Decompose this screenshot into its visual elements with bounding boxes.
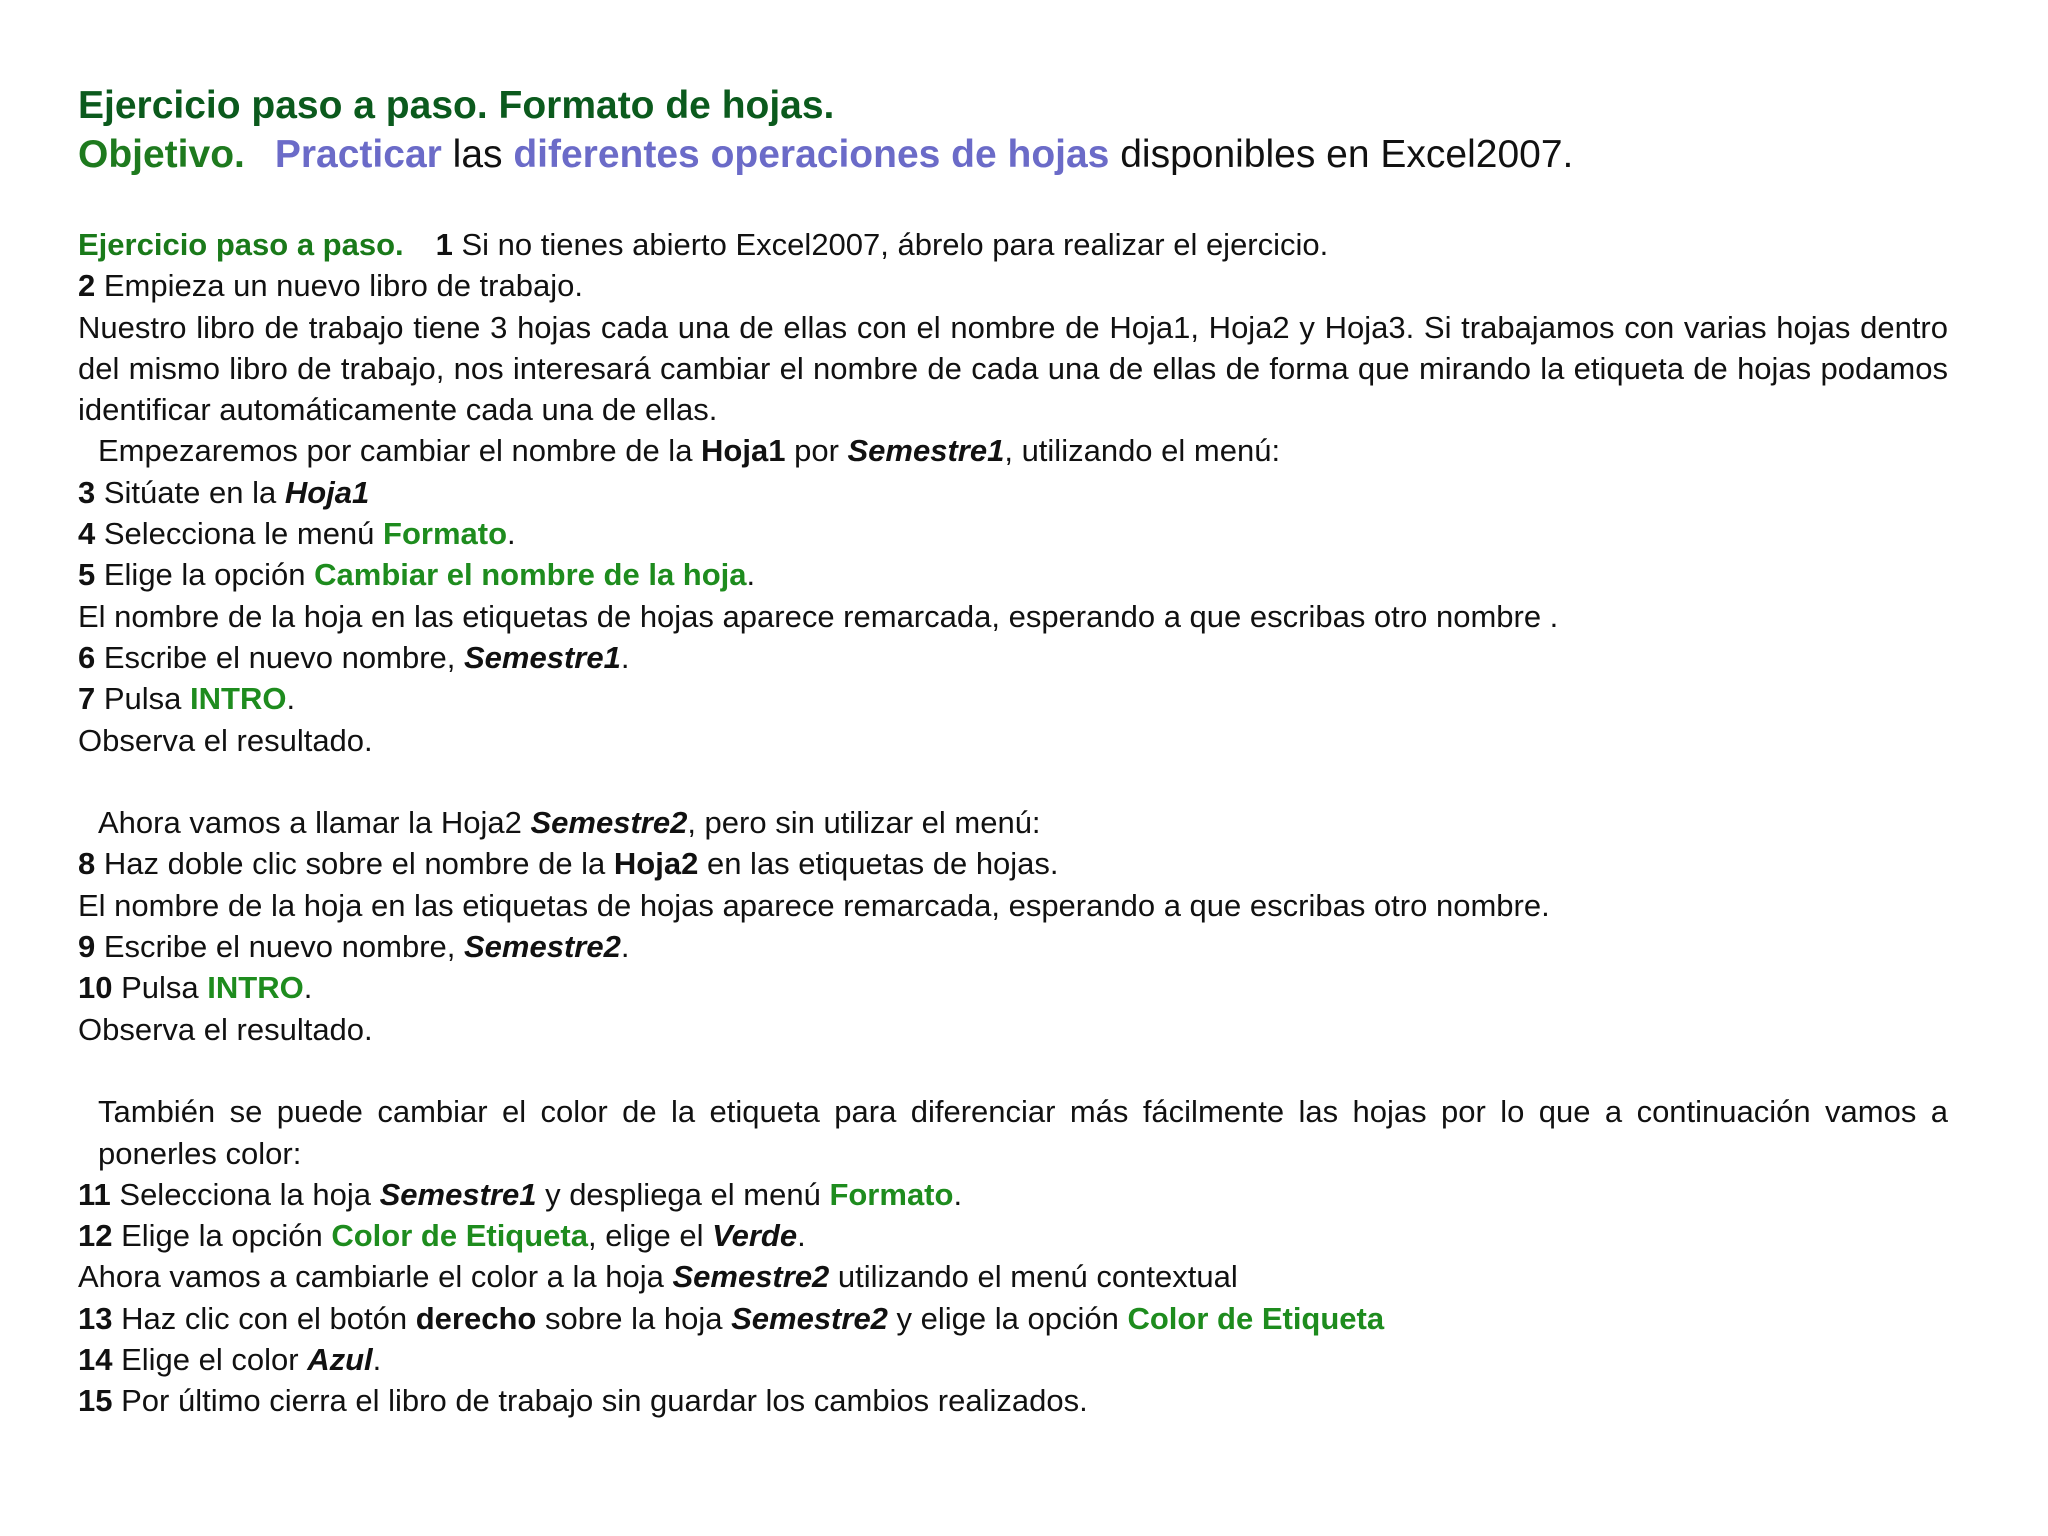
- step-text: Sitúate en la: [95, 474, 285, 510]
- step-text: Escribe el nuevo nombre,: [95, 929, 464, 965]
- option-name: Color de Etiqueta: [331, 1218, 588, 1254]
- step-text: Haz clic con el botón: [112, 1300, 416, 1336]
- objective-las: las: [441, 133, 514, 176]
- intro-label: Ejercicio paso a paso.: [78, 227, 404, 262]
- spacer: [78, 1050, 1958, 1091]
- step-text: Pulsa: [95, 681, 191, 717]
- sheet-name: Hoja2: [613, 846, 699, 882]
- step-number: 9: [78, 929, 96, 965]
- step-number: 1: [435, 227, 453, 262]
- step-text: Selecciona la hoja: [110, 1176, 380, 1212]
- sheet-name: Semestre1: [847, 433, 1005, 469]
- step-7: [78, 678, 1958, 719]
- step-number: 7: [78, 681, 96, 717]
- objective-practicar: Practicar: [274, 133, 442, 176]
- step-number: 11: [78, 1176, 111, 1212]
- color-name: Azul: [307, 1342, 373, 1378]
- step-text: sobre la hoja: [536, 1300, 732, 1336]
- objective-line: [78, 130, 1958, 180]
- color-intro-paragraph: También se puede cambiar el color de la etiqueta para diferenciar más fácilmente las hojas por lo que a continuación vamos a ponerles color:: [98, 1094, 1948, 1171]
- step-number: 13: [78, 1300, 113, 1336]
- key-name: INTRO: [207, 970, 304, 1006]
- document-page: [78, 82, 1958, 1422]
- observe-result-2: Observa el resultado.: [78, 1011, 373, 1047]
- spacer: [78, 761, 1958, 802]
- step-2: [78, 265, 1958, 306]
- step-6: [78, 637, 1958, 678]
- objective-operaciones: diferentes operaciones de hojas: [513, 133, 1110, 176]
- intro-paragraph: Nuestro libro de trabajo tiene 3 hojas cada una de ellas con el nombre de Hoja1, Hoja2 y Hoja3. Si trabajamos con varias hojas dentro del mismo libro de trabajo, nos interesará cambiar el nombre de cada una de ellas de forma que mirando la etiqueta de hojas podamos identificar automáticamente cada una de ellas.: [78, 309, 1948, 428]
- step-text: Elige la opción: [95, 557, 315, 593]
- step-text: Empieza un nuevo libro de trabajo.: [95, 268, 583, 304]
- sheet-name: Semestre2: [731, 1300, 888, 1336]
- step-text: Pulsa: [112, 970, 208, 1006]
- step-number: 6: [78, 639, 96, 675]
- step-number: 3: [78, 474, 96, 510]
- step-number: 10: [78, 970, 113, 1006]
- instructions-body: [78, 224, 1958, 1422]
- step-10: [78, 967, 1958, 1008]
- step-number: 5: [78, 557, 96, 593]
- step-number: 14: [78, 1342, 113, 1378]
- sheet-name: Semestre2: [464, 929, 621, 965]
- step-text: Si no tienes abierto Excel2007, ábrelo para realizar el ejercicio.: [452, 227, 1329, 262]
- step-12: [78, 1215, 1958, 1256]
- step-text: Haz doble clic sobre el nombre de la: [95, 846, 614, 882]
- step-number: 15: [78, 1383, 113, 1419]
- step-text: Selecciona le menú: [95, 516, 384, 552]
- rename-intro-2: [78, 802, 1958, 843]
- text: utilizando el menú contextual: [829, 1259, 1238, 1295]
- step-8: [78, 843, 1958, 884]
- step-number: 2: [78, 268, 96, 304]
- punct: .: [507, 516, 516, 552]
- punct: .: [303, 970, 313, 1006]
- option-name: Color de Etiqueta: [1127, 1300, 1385, 1336]
- punct: .: [746, 557, 756, 593]
- step-13: [78, 1298, 1958, 1339]
- step-15: [78, 1380, 1958, 1421]
- sheet-name: Semestre2: [530, 805, 688, 841]
- step-text: en las etiquetas de hojas.: [698, 846, 1059, 882]
- step-text: Escribe el nuevo nombre,: [95, 639, 464, 675]
- menu-name: Formato: [829, 1176, 954, 1212]
- page-title: Ejercicio paso a paso. Formato de hojas.: [78, 84, 835, 127]
- sheet-name: Semestre1: [464, 639, 621, 675]
- step-number: 12: [78, 1218, 113, 1254]
- punct: .: [372, 1342, 382, 1378]
- sheet-name: Semestre2: [672, 1259, 830, 1295]
- punct: .: [620, 639, 630, 675]
- text: por: [785, 433, 848, 469]
- punct: .: [286, 681, 296, 717]
- step-5: [78, 554, 1958, 595]
- step-text: Elige el color: [112, 1342, 308, 1378]
- step-1: [78, 224, 1958, 265]
- text: , pero sin utilizar el menú:: [687, 805, 1041, 841]
- step-4: [78, 513, 1958, 554]
- punct: .: [953, 1176, 963, 1212]
- key-name: INTRO: [190, 681, 287, 717]
- step-number: 4: [78, 516, 96, 552]
- step-text: y despliega el menú: [536, 1176, 830, 1212]
- color-name: Verde: [712, 1218, 798, 1254]
- step-text: y elige la opción: [887, 1300, 1128, 1336]
- text: Ahora vamos a llamar la Hoja2: [98, 805, 531, 841]
- context-menu-intro: [78, 1256, 1958, 1297]
- note-remarcada-2: El nombre de la hoja en las etiquetas de hojas aparece remarcada, esperando a que escribas otro nombre.: [78, 887, 1550, 923]
- sheet-name: Hoja1: [701, 433, 786, 469]
- sheet-name: Hoja1: [284, 474, 370, 510]
- text: , utilizando el menú:: [1004, 433, 1281, 469]
- observe-result-1: Observa el resultado.: [78, 722, 373, 758]
- text: Ahora vamos a cambiarle el color a la hoja: [78, 1259, 673, 1295]
- text: Empezaremos por cambiar el nombre de la: [98, 433, 702, 469]
- sheet-name: Semestre1: [379, 1176, 537, 1212]
- note-remarcada-1: El nombre de la hoja en las etiquetas de hojas aparece remarcada, esperando a que escribas otro nombre .: [78, 598, 1559, 634]
- step-11: [78, 1174, 1958, 1215]
- rename-intro: [78, 430, 1958, 471]
- mouse-button: derecho: [415, 1300, 537, 1336]
- menu-name: Formato: [383, 516, 508, 552]
- step-text: , elige el: [588, 1218, 713, 1254]
- option-name: Cambiar el nombre de la hoja: [314, 557, 747, 593]
- step-number: 8: [78, 846, 96, 882]
- punct: .: [620, 929, 630, 965]
- step-text: Por último cierra el libro de trabajo sin guardar los cambios realizados.: [112, 1383, 1088, 1419]
- step-14: [78, 1339, 1958, 1380]
- objective-label: Objetivo.: [78, 133, 245, 176]
- step-3: [78, 472, 1958, 513]
- objective-rest: disponibles en Excel2007.: [1109, 133, 1574, 176]
- step-text: Elige la opción: [112, 1218, 332, 1254]
- step-9: [78, 926, 1958, 967]
- punct: .: [797, 1218, 806, 1254]
